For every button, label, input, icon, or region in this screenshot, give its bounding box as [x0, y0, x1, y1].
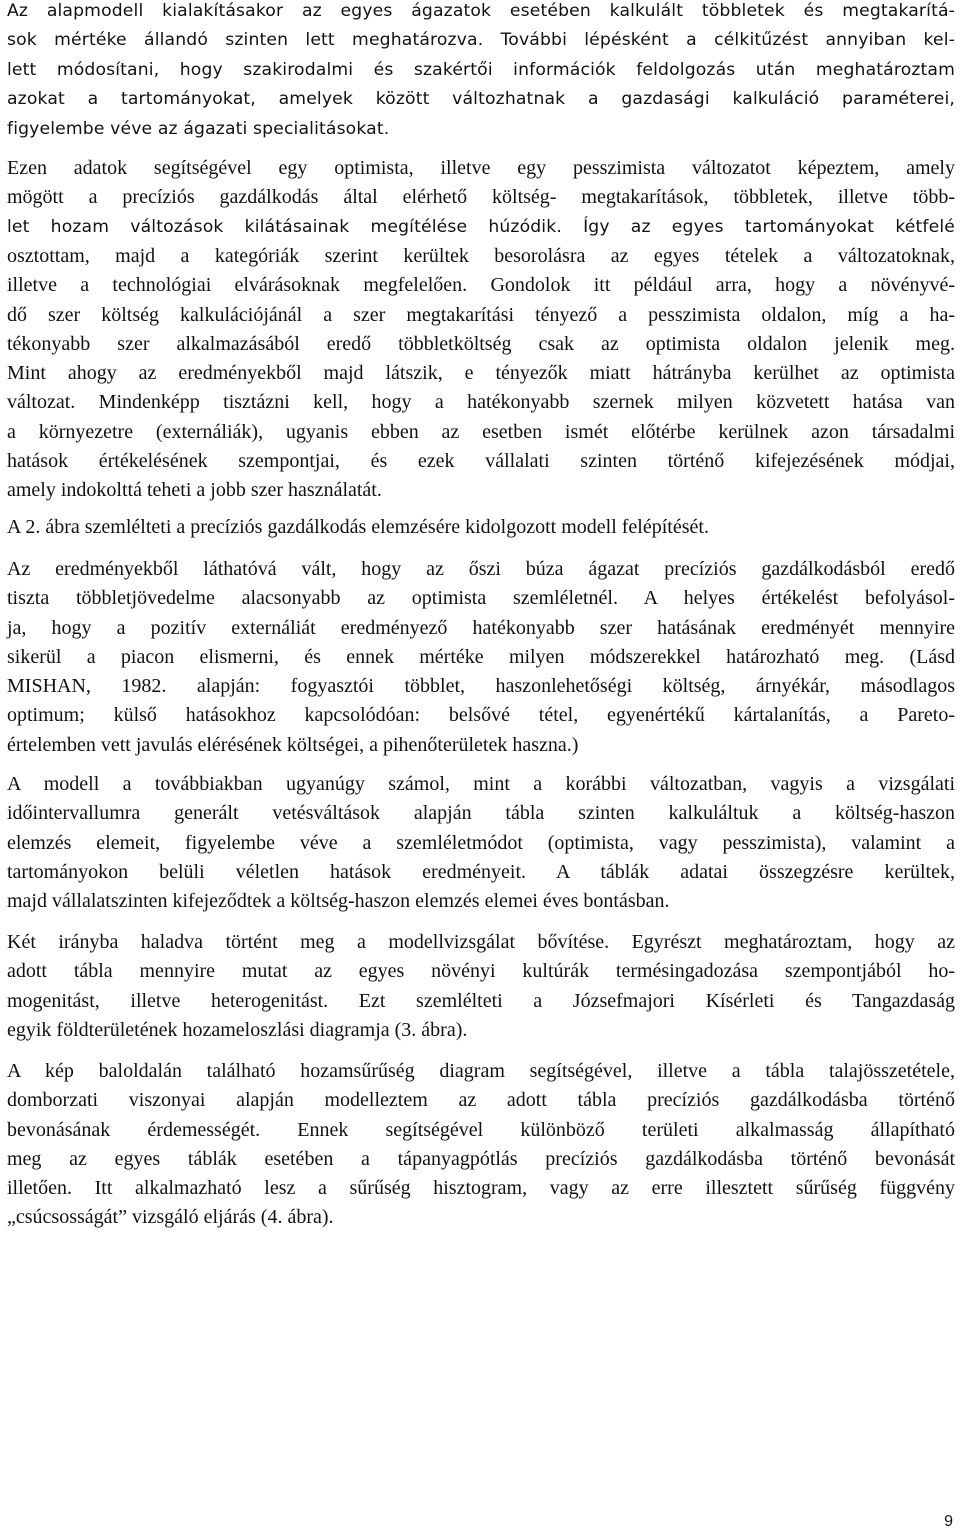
- text-line: optimum; külső hatásokhoz kapcsolódóan: belsővé tétel, egyenértékű kártalanítás, a Pareto-: [7, 704, 955, 727]
- text-line: a környezetre (externáliák), ugyanis ebben az esetben ismét előtérbe kerülnek azon társadalmi: [7, 420, 955, 443]
- text-line: ja, hogy a pozitív externáliát eredményező hatékonyabb szer hatásának eredményét mennyire: [7, 616, 955, 639]
- text-line: „csúcsosságát” vizsgáló eljárás (4. ábra).: [7, 1206, 334, 1229]
- text-line: változat. Mindenképp tisztázni kell, hogy a hatékonyabb szernek milyen közvetett hatása van: [7, 391, 955, 414]
- text-line: Ezen adatok segítségével egy optimista, illetve egy pesszimista változatot képeztem, amely: [7, 157, 955, 179]
- text-line: tartományokon belüli véletlen hatások eredményeit. A táblák adatai összegzésre kerültek,: [7, 860, 955, 883]
- text-line: tékonyabb szer alkalmazásából eredő többletköltség csak az optimista oldalon jelenik meg.: [7, 332, 955, 355]
- text-line: Mint ahogy az eredményekből majd látszik, e tényezők miatt hátrányba kerülhet az optimista: [7, 362, 955, 385]
- text-line: dő szer költség kalkulációjánál a szer megtakarítási tényező a pesszimista oldalon, míg a ha-: [7, 303, 955, 326]
- text-line: Két irányba haladva történt meg a modellvizsgálat bővítése. Egyrészt meghatároztam, hogy az: [7, 931, 955, 953]
- text-line: let hozam változások kilátásainak megítélése húzódik. Így az egyes tartományokat kétfelé: [7, 216, 955, 237]
- text-line: mogenitást, illetve heterogenitást. Ezt szemlélteti a Józsefmajori Kísérleti és Tangazdaság: [7, 989, 955, 1012]
- paragraph-results: [7, 555, 955, 760]
- text-line: amely indokolttá teheti a jobb szer használatát.: [7, 479, 382, 502]
- text-line: értelemben vett javulás elérésének költségei, a pihenőterületek haszna.): [7, 733, 579, 756]
- text-line: elemzés elemeit, figyelembe véve a szemléletmódot (optimista, vagy pesszimista), valamint a: [7, 831, 955, 854]
- text-line: Az alapmodell kialakításakor az egyes ágazatok esetében kalkulált többletek és megtakarítá-: [7, 1, 955, 21]
- text-line: bevonásának érdemességét. Ennek segítségével különböző területi alkalmasság állapítható: [7, 1118, 955, 1141]
- text-line: domborzati viszonyai alapján modelleztem az adott tábla precíziós gazdálkodásba történő: [7, 1089, 955, 1112]
- text-line: azokat a tartományokat, amelyek között változhatnak a gazdasági kalkuláció paraméterei,: [7, 89, 955, 110]
- text-line: hatások értékelésének szempontjai, és ezek vállalati szinten történő kifejezésének módjai,: [7, 450, 955, 473]
- text-line: mögött a precíziós gazdálkodás által elérhető költség- megtakarítások, többletek, illetve több-: [7, 186, 955, 209]
- text-line: A modell a továbbiakban ugyanúgy számol, mint a korábbi változatban, vagyis a vizsgálati: [7, 773, 955, 795]
- text-line: A kép baloldalán található hozamsűrűség diagram segítségével, illetve a tábla talajösszetétele,: [7, 1060, 955, 1082]
- page-number: 9: [944, 1513, 953, 1530]
- text-line: tiszta többletjövedelme alacsonyabb az optimista szemléletnél. A helyes értékelést befolyásol-: [7, 587, 955, 610]
- paragraph-model-continuation: [7, 770, 955, 916]
- text-line: sikerül a piacon elismerni, és ennek mértéke milyen módszerekkel határozható meg. (Lásd: [7, 645, 955, 668]
- text-line: egyik földterületének hozameloszlási diagramja (3. ábra).: [7, 1018, 468, 1041]
- paragraph-yield-density: [7, 1057, 955, 1233]
- text-line: illetően. Itt alkalmazható lesz a sűrűség hisztogram, vagy az erre illesztett sűrűség függvény: [7, 1177, 955, 1200]
- text-line: majd vállalatszinten kifejeződtek a költség-haszon elemzés elemei éves bontásban.: [7, 890, 670, 913]
- text-line: meg az egyes táblák esetében a tápanyagpótlás precíziós gazdálkodásba történő bevonását: [7, 1147, 955, 1170]
- text-line: adott tábla mennyire mutat az egyes növényi kultúrák termésingadozása szempontjából ho-: [7, 960, 955, 983]
- paragraph-optimist-pessimist: [7, 154, 955, 506]
- text-line: időintervallumra generált vetésváltások alapján tábla szinten kalkuláltuk a költség-haszon: [7, 802, 955, 825]
- text-line: osztottam, majd a kategóriák szerint kerültek besorolásra az egyes tételek a változatoknak,: [7, 245, 955, 267]
- text-line: A 2. ábra szemlélteti a precíziós gazdálkodás elemzésére kidolgozott modell felépítését.: [7, 516, 709, 538]
- paragraph-figure-2-reference: [7, 513, 955, 542]
- text-line: sok mértéke állandó szinten lett meghatározva. További lépésként a célkitűzést annyiban kel-: [7, 30, 955, 51]
- text-line: Az eredményekből láthatóvá vált, hogy az őszi búza ágazat precíziós gazdálkodásból eredő: [7, 558, 955, 580]
- text-line: lett módosítani, hogy szakirodalmi és szakértői információk feldolgozás után meghatároztam: [7, 59, 955, 80]
- text-line: illetve a technológiai elvárásoknak megfelelően. Gondolok itt például arra, hogy a növényvé-: [7, 274, 955, 297]
- paragraph-model-setup: [7, 0, 955, 144]
- paragraph-model-extension: [7, 928, 955, 1045]
- text-line: figyelembe véve az ágazati specialitásokat.: [7, 118, 390, 139]
- text-line: MISHAN, 1982. alapján: fogyasztói többlet, haszonlehetőségi költség, árnyékár, másodlagos: [7, 675, 955, 698]
